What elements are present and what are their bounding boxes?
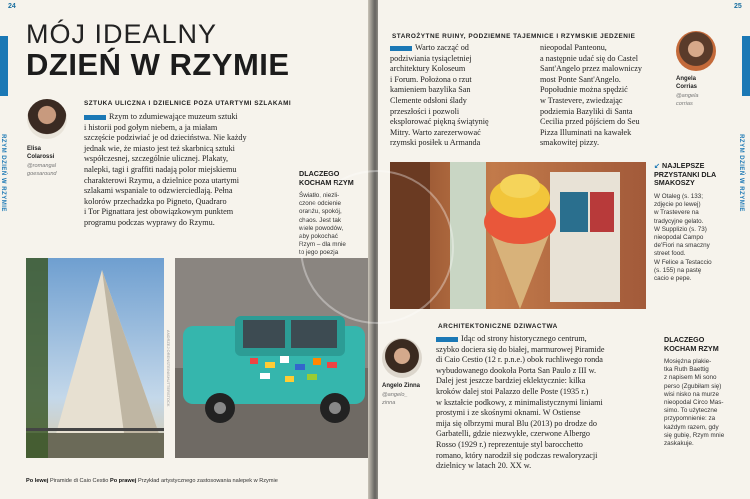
pyramid-illustration [26,258,164,458]
photo-pyramid [26,258,164,458]
side-tab-right [742,36,750,96]
ruins-text-col1: Warto zacząć od podziwiania tysiącletniej architektury Koloseum i Forum. Położona o rzut kamieniem bazylika San Clemente odsłoni ślady przeszłości i pozwoli eksplorować piękną świątynię Mitry. Warto zarezerwować rzymski posiłek u Armanda [390,43,489,148]
avatar-angelo [382,338,422,378]
author2-name: Angelo Zinna [382,383,420,389]
page-number-right: 25 [734,3,742,10]
section-title-street-art: SZTUKA ULICZNA I DZIELNICE POZA UTARTYMI SZLAKAMI [84,100,292,107]
author-handle: @romangal [27,163,56,169]
why-love-rome-title: DLACZEGO KOCHAM RZYM [299,169,354,187]
page-number-left: 24 [8,3,16,10]
section-title-architecture: ARCHITEKTONICZNE DZIWACTWA [438,323,558,330]
street-art-text: Rzym to zdumiewające muzeum sztuki i historii pod gołym niebem, a ja miałam szczęście podziwiać je od dzieciństwa. Nie każdy jednak wie, że miasto jest też skarbnicą sztuki współczesnej, szczególnie ulicznej. Plakaty, nalepki, tagi i graffiti nadają polor miejskiemu charakterowi Rzymu, a dzielnice poza utartymi szlakami wspaniale to odzwierciedlają. Pełna kolorów przechadzka po Pigneto, Quadraro i Tor Pignattara jest obowiązkowym punktem programu podczas wyprawy do Rzymu. [84,112,247,227]
arrow-icon: ↙ [654,161,661,170]
avatar-elisa [27,99,67,139]
watermark-logo [300,170,454,324]
best-stops-title: ↙ NAJLEPSZE PRZYSTANKI DLA SMAKOSZY [654,161,717,188]
accent-bar [84,115,106,120]
author1-name: Angela [676,76,697,82]
side-tab-left [0,36,8,96]
author1-handle-2: corrias [676,101,693,107]
photo-credit: ANDRZEJ ORENSTEIN/SHUTTERSTOCK [166,330,171,407]
side-label-left: RZYM DZIEŃ W RZYMIE [0,134,6,212]
accent-bar-3 [436,337,458,342]
why-love-rome-text: Światło, niezli- czone odcienie oranżu, spokój, chaos. Jest tak wiele powodów, aby pokochać Rzym – dla mnie to jego poezja [299,192,346,257]
author-handle-2: goesaround [27,171,57,177]
author2-handle: @angelo_ [382,392,408,398]
why-love-rome-title-2: DLACZEGO KOCHAM RZYM [664,335,719,353]
author-surname: Colarossi [27,154,55,160]
ruins-text-col2: nieopodal Panteonu, a następnie udać się do Castel Sant'Angelo przez malowniczy most Ponte Sant'Angelo. Popołudnie można spędzić w Trastevere, zwiedzając podziemia Bazyliki di Santa Cecilia przed pójściem do Seu Pizza Illuminati na kawałek smakowitej pizzy. [540,43,642,148]
best-stops-text: W Otaleg (s. 133; zdjęcie po lewej) w Trastevere na tradycyjne gelato. W Supplizio (s. 73) nieopodal Campo de'Fiori na smaczny street food. W Felice a Testaccio (s. 155) na pastę cacio e pepe. [654,193,712,283]
author2-handle-2: zinna [382,400,396,406]
avatar-angela [676,31,716,71]
architecture-text: Idąc od strony historycznego centrum, szybko dociera się do białej, marmurowej Piramide di Caio Cestio (12 r. p.n.e.) obok ruchliwego ronda wybudowanego dookoła Porta San Paulo z III w. Dalej jest jeszcze bardziej eklektycznie: kilka kroków dalej stoi Palazzo delle Poste (1935 r.) w kształcie podkowy, z minimalistycznymi liniami prostymi i ze skośnymi oknami. W Ostiense mija się olbrzymi mural Blu (2013) po drodze do Garbatelli, gdzie niezwykłe, czerwone Albergo Rosso (1929 r.) reprezentuje styl barocchetto romano, który narodził się podczas rewaloryzacji dzielnicy w latach 20. XX w. [436,334,605,471]
page-title-line1: MÓJ IDEALNY [26,19,218,49]
side-label-right: RZYM DZIEŃ W RZYMIE [737,134,744,212]
section-title-ruins: STAROŻYTNE RUINY, PODZIEMNE TAJEMNICE I RZYMSKIE JEDZENIE [392,33,636,40]
author1-surname: Corrias [676,84,698,90]
author1-handle: @angela [676,93,699,99]
author-name: Elisa [27,146,42,152]
why-love-rome-text-2: Mosiężna plakie- tka Ruth Baettig z napisem Mi sono perso (Zgubiłam się) wisi nisko na murze nieopodal Circo Mas- simo. To użyteczne przypomnienie: za każdym razem, gdy się gubię, Rzym mnie zaskakuje. [664,358,725,448]
accent-bar-2 [390,46,412,51]
photo-caption: Po lewej Piramide di Caio Cestio Po prawej Przykład artystycznego zastosowania nalepek w Rzymie [26,478,278,484]
page-title-line2: DZIEŃ W RZYMIE [26,47,290,82]
